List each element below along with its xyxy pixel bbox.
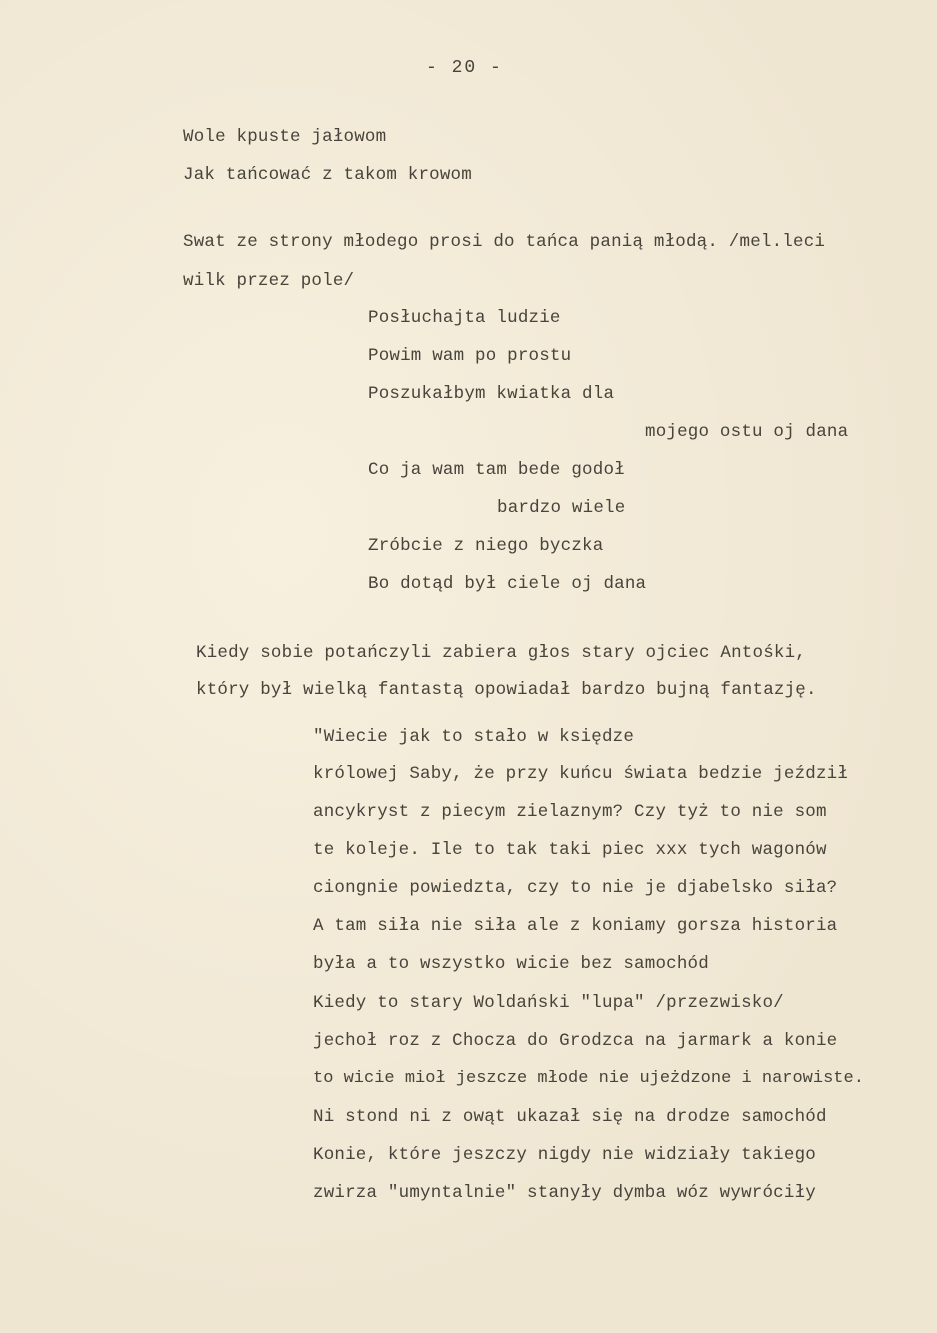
story-line: te koleje. Ile to tak taki piec xxx tych wagonów — [313, 840, 827, 860]
story-line: królowej Saby, że przy kuńcu świata bedzie jeździł — [313, 764, 849, 784]
song-line: Bo dotąd był ciele oj dana — [368, 574, 647, 594]
story-line: Ni stond ni z owąt ukazał się na drodze samochód — [313, 1107, 827, 1127]
stanza-line: Jak tańcować z takom krowom — [183, 165, 472, 185]
story-line: Konie, które jeszczy nigdy nie widziały takiego — [313, 1145, 816, 1165]
narration-line: Kiedy sobie potańczyli zabiera głos stary ojciec Antośki, — [196, 643, 806, 663]
narration-line: wilk przez pole/ — [183, 271, 355, 291]
song-line: Zróbcie z niego byczka — [368, 536, 604, 556]
page-number: - 20 - — [426, 58, 503, 78]
story-line: "Wiecie jak to stało w księdze — [313, 727, 635, 747]
song-line: Powim wam po prostu — [368, 346, 572, 366]
song-line: Poszukałbym kwiatka dla — [368, 384, 615, 404]
stanza-line: Wole kpuste jałowom — [183, 127, 387, 147]
song-line: Co ja wam tam bede godoł — [368, 460, 625, 480]
song-line: Posłuchajta ludzie — [368, 308, 561, 328]
narration-line: Swat ze strony młodego prosi do tańca panią młodą. /mel.leci — [183, 232, 826, 252]
story-line: to wicie mioł jeszcze młode nie ujeżdzone i narowiste. — [313, 1069, 864, 1088]
narration-line: który był wielką fantastą opowiadał bardzo bujną fantazję. — [196, 680, 817, 700]
song-line: mojego ostu oj dana — [645, 422, 849, 442]
story-line: zwirza "umyntalnie" stanyły dymba wóz wywróciły — [313, 1183, 816, 1203]
story-line: ancykryst z piecym zielaznym? Czy tyż to nie som — [313, 802, 827, 822]
story-line: ciongnie powiedzta, czy to nie je djabelsko siła? — [313, 878, 838, 898]
story-line: jechoł roz z Chocza do Grodzca na jarmark a konie — [313, 1031, 838, 1051]
story-line: była a to wszystko wicie bez samochód — [313, 954, 709, 974]
song-line: bardzo wiele — [497, 498, 626, 518]
story-line: A tam siła nie siła ale z koniamy gorsza historia — [313, 916, 838, 936]
story-line: Kiedy to stary Woldański "lupa" /przezwisko/ — [313, 993, 784, 1013]
